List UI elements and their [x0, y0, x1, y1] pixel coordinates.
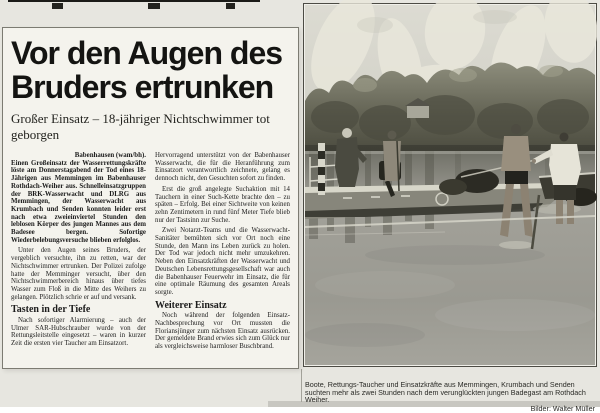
paragraph: Hervorragend unterstützt von der Babenhauser Wasserwacht, die für die Heranführung zum Einsatzort verantwortlich zeichnete, gelang es dennoch nicht, den Gesuchten sofort zu finden.: [155, 152, 290, 183]
scan-mark: [52, 3, 63, 9]
news-photo-frame: [303, 3, 597, 367]
lead-paragraph: [11, 152, 146, 244]
article-body: [11, 152, 290, 364]
lead-text: Einen Großeinsatz der Wasserrettungskräfte löste am Donnerstagabend der Tod eines 18-Jährigen aus Memmingen im Babenhauser Rothdach-Weiher aus. Schnelleinsatzgruppen der BRK-Wasserwacht und DLRG aus Memmingen, der Wasserwacht aus Krumbach und Senden konnten leider erst nach etwa zweieinviertel Stunden den leblosen Körper des jungen Mannes aus dem Badesee bergen. Sofortige Wiederbelebungsversuche blieben erfolglos.: [11, 159, 146, 244]
water-splash: [499, 241, 533, 249]
section-heading-weiterer-einsatz: Weiterer Einsatz: [155, 299, 227, 311]
paragraph: Nach sofortiger Alarmierung – auch der Ulmer SAR-Hubschrauber wurde von der Rettungsleitstelle eingesetzt – waren in kurzer Zeit die ersten vier Taucher am Einsatzort.: [11, 317, 146, 348]
scan-top-edge-line: [8, 0, 260, 2]
photo-credit: Bilder: Walter Müller: [530, 403, 595, 413]
scan-mark: [226, 3, 235, 9]
article-headline: [11, 36, 290, 104]
scan-mark: [148, 3, 160, 9]
article-subhead: Großer Einsatz – 18-jähriger Nichtschwimmer tot geborgen: [11, 111, 270, 142]
headline-line-1: Vor den Augen des: [11, 35, 283, 71]
section-heading-tasten: Tasten in der Tiefe: [11, 304, 91, 316]
headline-line-2: Bruders ertrunken: [11, 69, 274, 105]
shore-building: [407, 106, 429, 118]
article-column-1: [11, 152, 146, 364]
news-photo: [305, 5, 595, 365]
paragraph: Unter den Augen seines Bruders, der vergeblich versuchte, ihn zu retten, war der Nichtschwimmer ertrunken. Der Polizei zufolge hatte der Memminger versucht, über den Nichtschwimmerbereich hinaus über tiefes Wasser zum Floß in die Mitte des Weihers zu gelangen. Plötzlich schrie er auf und versank.: [11, 247, 146, 301]
paragraph: Erst die groß angelegte Suchaktion mit 14 Tauchern in einer Such-Kette brachte den – zu späten – Erfolg. Bei einer Sichtweite von keinen zehn Zentimetern in rund fünf Meter Tiefe blieb nur der Tastsinn zur Suche.: [155, 185, 290, 224]
article-dateline: Babenhausen (wam/bh).: [74, 152, 146, 159]
article-column-2: [155, 152, 290, 364]
page-fold-line: [301, 369, 302, 402]
paragraph: Noch während der folgenden Einsatz-Nachbesprechung vor Ort mussten die Floriansjünger zum nächsten Einsatz ausrücken. Der gemeldete Brand erwies sich zum Glück nur als vergleichsweise harmloser Buschbrand.: [155, 312, 290, 351]
photo-caption-block: [305, 381, 595, 412]
photo-caption: Boote, Rettungs-Taucher und Einsatzkräfte aus Memmingen, Krumbach und Senden suchten mehr als zwei Stunden nach dem verunglückten jungen Badegast am Rothdach Weiher.: [305, 380, 586, 404]
paragraph: Zwei Notarzt-Teams und die Wasserwacht-Sanitäter bemühten sich vor Ort noch eine Stunde, den Mann ins Leben zurück zu holen. Der Tod war jedoch nicht mehr umzukehren. Neben den Einsatzkräften der Wasserwacht und Deutschen Lebensrettungsgesellschaft war auch die Babenhauser Feuerwehr im Einsatz, die für eine optimale Räumung des gesamten Areals sorgte.: [155, 227, 290, 296]
article-clipping: [2, 27, 299, 369]
striped-marker-pole: [318, 143, 325, 195]
